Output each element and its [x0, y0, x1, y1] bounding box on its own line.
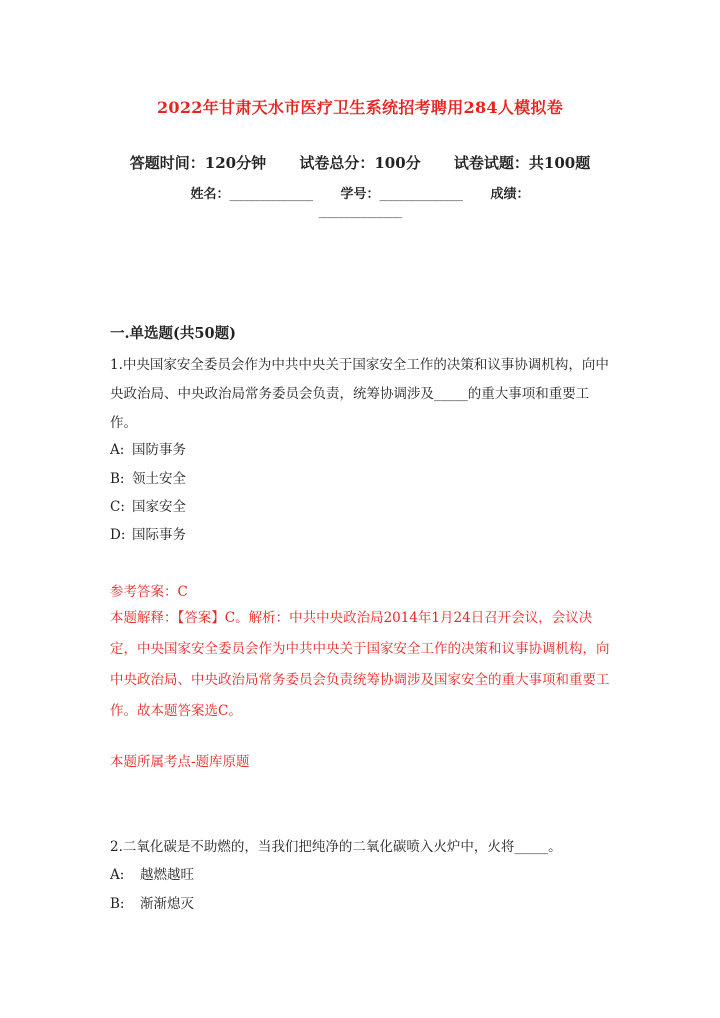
- student-fields: [0, 183, 720, 202]
- option-key: A:: [110, 442, 125, 458]
- question-1-explanation: 本题解释：【答案】C。解析：中共中央政治局2014年1月24日召开会议，会议决定，中央国家安全委员会作为中共中央关于国家安全工作的决策和议事协调机构，向中央政治局、中央政治局常务委员会负责统筹协调涉及国家安全的重大事项和重要工作。故本题答案选C。: [110, 610, 610, 719]
- section-heading: 一.单选题(共50题): [110, 325, 236, 342]
- option-text: 国际事务: [132, 527, 186, 543]
- option-key: B:: [110, 896, 125, 912]
- question-1-text: 1.中央国家安全委员会作为中共中央关于国家安全工作的决策和议事协调机构，向中央政治局、中央政治局常务委员会负责，统筹协调涉及_____的重大事项和重要工作。: [110, 357, 609, 431]
- question-1-option-b: [110, 469, 186, 489]
- option-key: D:: [110, 527, 126, 543]
- exam-title: 2022年甘肃天水市医疗卫生系统招考聘用284人模拟卷: [156, 98, 564, 117]
- option-key: A:: [110, 867, 125, 883]
- grade-label: 成绩：: [490, 187, 530, 202]
- exam-question-count: 试卷试题：共100题: [453, 154, 591, 172]
- student-id-blank: _______________: [379, 187, 462, 202]
- question-1-option-d: [110, 525, 186, 545]
- question-1-answer: 参考答案：C: [110, 584, 188, 600]
- student-id-label: 学号：: [340, 187, 380, 202]
- option-text: 渐渐熄灭: [140, 896, 194, 912]
- question-1-option-c: [110, 497, 186, 517]
- option-text: 领土安全: [132, 471, 186, 487]
- option-key: C:: [110, 499, 125, 515]
- question-2-text: 2.二氧化碳是不助燃的，当我们把纯净的二氧化碳喷入火炉中，火将_____。: [110, 839, 562, 855]
- question-1-option-a: [110, 440, 186, 460]
- question-2-option-b: [110, 894, 194, 914]
- grade-blank: _______________: [318, 204, 402, 219]
- exam-meta: [0, 152, 720, 173]
- exam-time: 答题时间：120分钟: [129, 154, 267, 172]
- name-label: 姓名：: [190, 187, 230, 202]
- question-2-option-a: [110, 865, 194, 885]
- exam-total-score: 试卷总分：100分: [299, 154, 421, 172]
- option-text: 越燃越旺: [140, 867, 194, 883]
- name-blank: _______________: [229, 187, 312, 202]
- option-text: 国防事务: [132, 442, 186, 458]
- option-key: B:: [110, 471, 125, 487]
- option-text: 国家安全: [132, 499, 186, 515]
- question-1-knowledge-point: 本题所属考点-题库原题: [110, 754, 250, 770]
